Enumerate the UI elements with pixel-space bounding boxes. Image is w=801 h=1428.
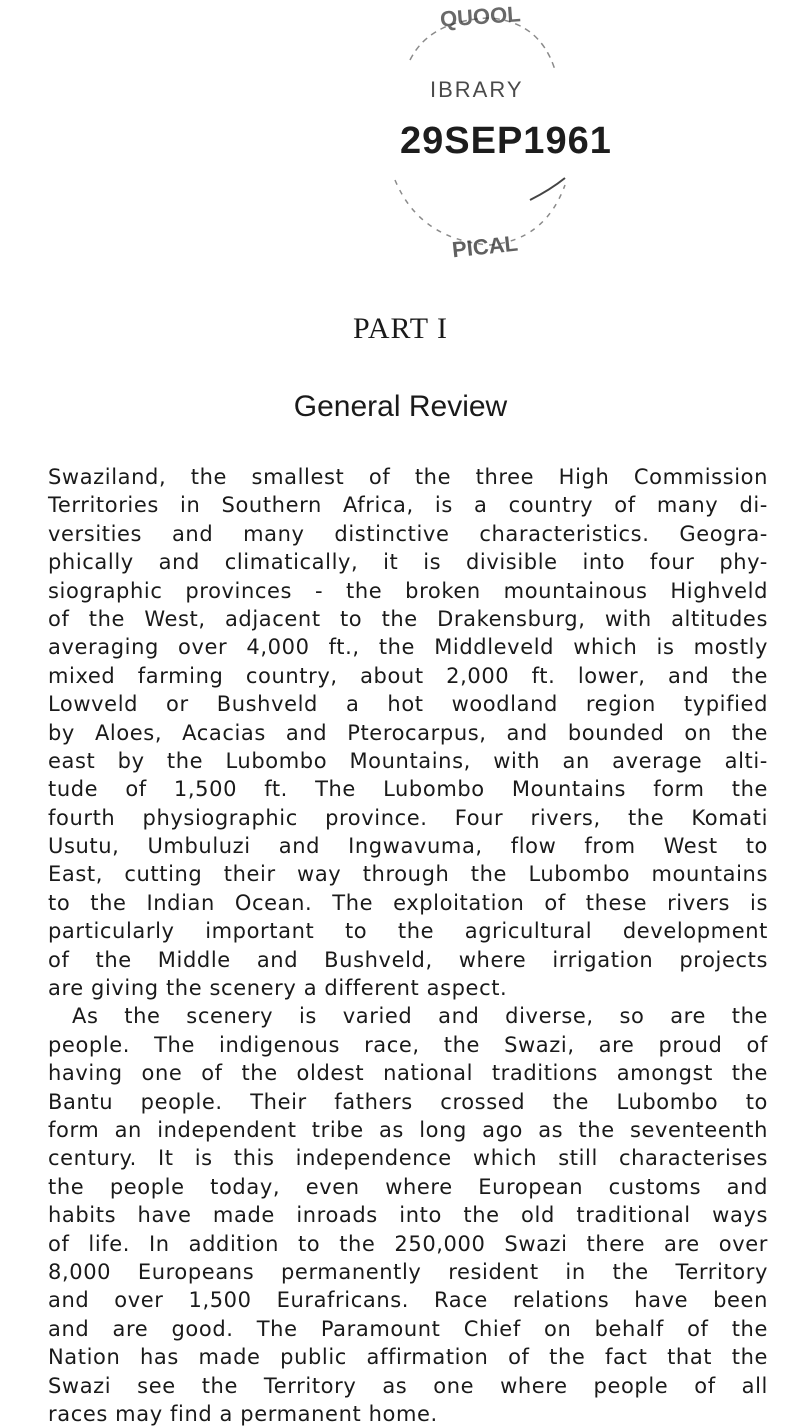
text-line: siographic provinces - the broken mountainous Highveld: [48, 578, 768, 603]
text-line: century. It is this independence which still characterises: [48, 1146, 768, 1171]
stamp-bottom-text: PICAL: [450, 230, 520, 263]
text-line: Swazi see the Territory as one where people of all: [48, 1373, 768, 1398]
part-heading: PART I: [352, 312, 449, 345]
text-line: and over 1,500 Eurafricans. Race relations have been: [48, 1288, 768, 1313]
text-line: As the scenery is varied and diverse, so are the: [72, 1004, 768, 1029]
body-text: [48, 463, 768, 1428]
text-line: races may find a permanent home.: [48, 1401, 438, 1426]
text-line: having one of the oldest national traditions amongst the: [48, 1061, 768, 1086]
text-line: Territories in Southern Africa, is a country of many di-: [48, 493, 768, 518]
text-line: phically and climatically, it is divisible into four phy-: [48, 550, 768, 575]
text-line: people. The indigenous race, the Swazi, are proud of: [48, 1032, 768, 1057]
text-line: are giving the scenery a different aspect.: [48, 976, 508, 1001]
text-line: versities and many distinctive characteristics. Geogra-: [48, 521, 768, 546]
text-line: of life. In addition to the 250,000 Swazi there are over: [48, 1231, 768, 1256]
text-line: Nation has made public affirmation of the fact that the: [48, 1345, 768, 1370]
text-line: Swaziland, the smallest of the three High Commission: [48, 465, 768, 489]
text-line: and are good. The Paramount Chief on behalf of the: [48, 1316, 768, 1341]
stamp-top-text: QUOOL: [439, 1, 522, 32]
text-line: Bantu people. Their fathers crossed the Lubombo to: [48, 1089, 768, 1114]
text-line: fourth physiographic province. Four rivers, the Komati: [48, 805, 768, 830]
stamp-library-text: IBRARY: [430, 77, 524, 102]
text-line: particularly important to the agricultural development: [48, 919, 768, 944]
text-line: to the Indian Ocean. The exploitation of these rivers is: [48, 890, 768, 915]
text-line: of the Middle and Bushveld, where irrigation projects: [48, 947, 768, 972]
text-line: of the West, adjacent to the Drakensburg, with altitudes: [48, 606, 768, 631]
stamp-date: 29SEP1961: [400, 120, 612, 162]
text-line: habits have made inroads into the old traditional ways: [48, 1203, 768, 1228]
text-line: Lowveld or Bushveld a hot woodland region typified: [48, 692, 768, 717]
text-line: East, cutting their way through the Lubombo mountains: [48, 862, 768, 887]
section-heading: General Review: [293, 390, 508, 423]
text-line: Usutu, Umbuluzi and Ingwavuma, flow from West to: [48, 834, 768, 859]
text-line: east by the Lubombo Mountains, with an average alti-: [48, 748, 768, 773]
text-line: by Aloes, Acacias and Pterocarpus, and bounded on the: [48, 720, 768, 745]
library-stamp: [340, 0, 612, 263]
text-line: 8,000 Europeans permanently resident in the Territory: [48, 1259, 768, 1284]
text-line: mixed farming country, about 2,000 ft. lower, and the: [48, 663, 768, 688]
text-line: tude of 1,500 ft. The Lubombo Mountains form the: [48, 777, 768, 802]
text-line: form an independent tribe as long ago as the seventeenth: [48, 1117, 768, 1142]
text-line: averaging over 4,000 ft., the Middleveld which is mostly: [48, 635, 768, 660]
text-line: the people today, even where European customs and: [48, 1174, 768, 1199]
